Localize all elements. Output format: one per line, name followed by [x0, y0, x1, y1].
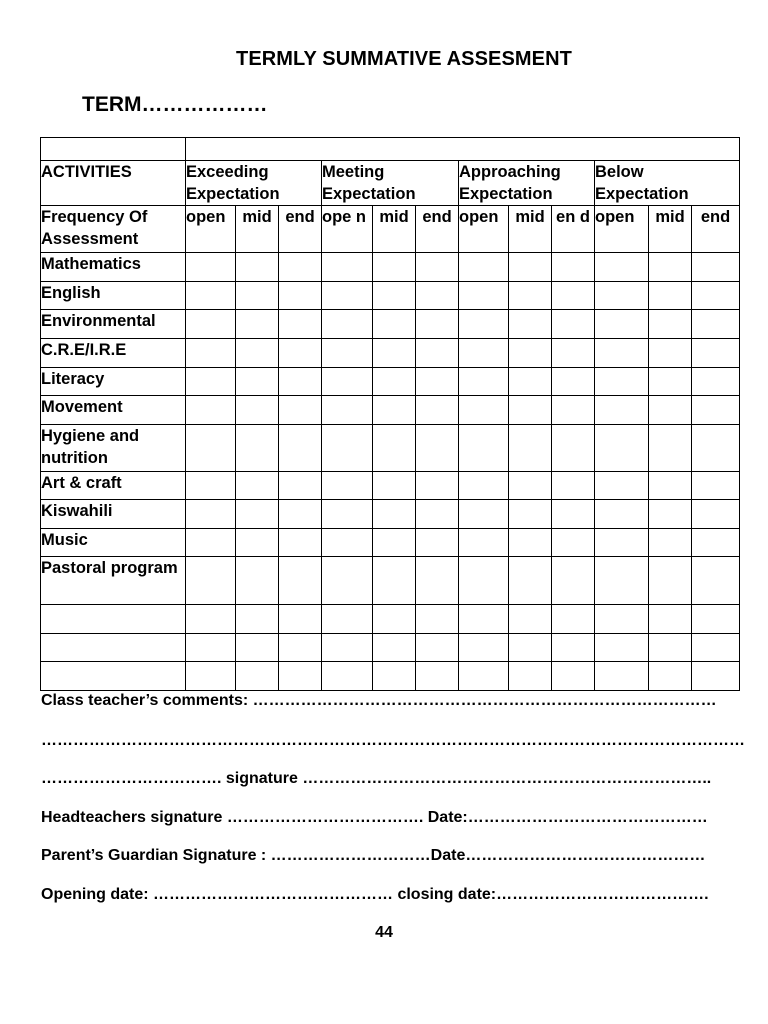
table-cell — [692, 557, 740, 605]
subject-label: Pastoral program — [41, 557, 186, 605]
table-cell — [373, 253, 416, 282]
table-cell — [459, 425, 509, 472]
table-cell — [416, 282, 459, 310]
sub-header: open — [186, 206, 236, 253]
table-cell — [595, 396, 649, 425]
subject-label: Environmental — [41, 310, 186, 339]
table-cell — [416, 557, 459, 605]
table-cell — [509, 557, 552, 605]
table-cell — [649, 368, 692, 396]
table-cell — [236, 472, 279, 500]
table-cell — [595, 368, 649, 396]
table-cell — [279, 282, 322, 310]
table-cell — [322, 472, 373, 500]
table-cell — [416, 605, 459, 634]
table-cell — [459, 396, 509, 425]
table-cell — [552, 662, 595, 691]
table-cell — [692, 634, 740, 662]
table-cell — [416, 368, 459, 396]
table-cell — [236, 634, 279, 662]
subject-label: Art & craft — [41, 472, 186, 500]
subject-row — [41, 605, 740, 634]
table-cell — [373, 605, 416, 634]
table-cell — [279, 529, 322, 557]
table-header-row — [41, 161, 740, 206]
group-exceeding-expectation: Exceeding Expectation — [186, 161, 322, 206]
subject-row — [41, 396, 740, 425]
table-cell — [509, 605, 552, 634]
table-cell — [373, 396, 416, 425]
sub-header: end — [279, 206, 322, 253]
group-meeting-expectation: Meeting Expectation — [322, 161, 459, 206]
subject-label: Movement — [41, 396, 186, 425]
table-cell — [649, 253, 692, 282]
table-cell — [236, 529, 279, 557]
table-cell — [186, 396, 236, 425]
class-teacher-signature: ……………………………. signature ………………………………………………………………….. — [41, 770, 712, 787]
class-teacher-comments: Class teacher’s comments: …………………………………………………………………………… — [41, 692, 717, 709]
table-cell — [552, 396, 595, 425]
table-cell — [373, 634, 416, 662]
table-cell — [692, 310, 740, 339]
comments-dotted-line: …………………………………………………………………………………………………………………… — [41, 732, 745, 749]
table-cell — [322, 282, 373, 310]
table-cell — [509, 472, 552, 500]
subject-row — [41, 634, 740, 662]
activities-header: ACTIVITIES — [41, 161, 186, 206]
table-cell — [692, 368, 740, 396]
group-below-expectation: Below Expectation — [595, 161, 740, 206]
table-cell — [186, 310, 236, 339]
subject-label: English — [41, 282, 186, 310]
table-cell — [649, 605, 692, 634]
table-cell — [692, 529, 740, 557]
subject-label: Kiswahili — [41, 500, 186, 529]
table-cell — [322, 529, 373, 557]
table-cell — [322, 500, 373, 529]
subject-row — [41, 339, 740, 368]
subject-label: Music — [41, 529, 186, 557]
table-cell — [186, 253, 236, 282]
table-cell — [279, 425, 322, 472]
table-cell — [373, 282, 416, 310]
table-cell — [649, 396, 692, 425]
table-cell — [322, 662, 373, 691]
table-cell — [279, 557, 322, 605]
subject-label — [41, 634, 186, 662]
table-cell — [373, 425, 416, 472]
table-cell — [649, 634, 692, 662]
table-cell — [509, 282, 552, 310]
parent-guardian-signature: Parent’s Guardian Signature : …………………………Date……………………………………… — [41, 847, 706, 864]
table-cell — [416, 529, 459, 557]
subject-rows — [41, 253, 740, 691]
table-cell — [649, 339, 692, 368]
table-cell — [279, 253, 322, 282]
table-cell — [552, 500, 595, 529]
table-cell — [459, 253, 509, 282]
table-cell — [322, 557, 373, 605]
table-cell — [416, 253, 459, 282]
table-cell — [236, 368, 279, 396]
frequency-row — [41, 206, 740, 253]
table-cell — [459, 472, 509, 500]
table-cell — [692, 500, 740, 529]
sub-header: open — [459, 206, 509, 253]
table-cell — [416, 500, 459, 529]
table-cell — [416, 425, 459, 472]
table-cell — [186, 138, 740, 161]
table-cell — [279, 605, 322, 634]
table-cell — [595, 557, 649, 605]
subject-row — [41, 662, 740, 691]
table-cell — [322, 425, 373, 472]
table-cell — [595, 282, 649, 310]
table-cell — [373, 310, 416, 339]
table-cell — [279, 500, 322, 529]
table-cell — [279, 634, 322, 662]
table-cell — [509, 500, 552, 529]
frequency-label: Frequency Of Assessment — [41, 206, 186, 253]
table-cell — [322, 310, 373, 339]
table-cell — [416, 339, 459, 368]
table-cell — [322, 605, 373, 634]
subject-label — [41, 605, 186, 634]
subject-row — [41, 368, 740, 396]
table-cell — [649, 472, 692, 500]
table-cell — [552, 557, 595, 605]
table-cell — [552, 425, 595, 472]
table-cell — [649, 500, 692, 529]
term-label: TERM……………… — [82, 93, 268, 116]
table-cell — [595, 472, 649, 500]
table-cell — [279, 472, 322, 500]
table-cell — [322, 396, 373, 425]
table-cell — [236, 282, 279, 310]
table-cell — [509, 425, 552, 472]
table-cell — [692, 605, 740, 634]
page-title: TERMLY SUMMATIVE ASSESMENT — [236, 48, 572, 70]
table-cell — [186, 472, 236, 500]
table-cell — [649, 529, 692, 557]
table-cell — [595, 529, 649, 557]
table-cell — [236, 425, 279, 472]
subject-row — [41, 282, 740, 310]
table-cell — [186, 282, 236, 310]
subject-label: Literacy — [41, 368, 186, 396]
table-cell — [186, 605, 236, 634]
table-cell — [692, 425, 740, 472]
table-cell — [692, 282, 740, 310]
table-cell — [416, 396, 459, 425]
sub-header: end — [692, 206, 740, 253]
group-approaching-expectation: Approaching Expectation — [459, 161, 595, 206]
sub-header: mid — [509, 206, 552, 253]
table-cell — [186, 425, 236, 472]
table-cell — [552, 634, 595, 662]
table-cell — [692, 662, 740, 691]
subject-row — [41, 425, 740, 472]
table-cell — [416, 662, 459, 691]
table-cell — [595, 500, 649, 529]
assessment-table — [40, 137, 740, 691]
table-cell — [236, 310, 279, 339]
table-cell — [459, 634, 509, 662]
table-cell — [459, 368, 509, 396]
table-cell — [509, 339, 552, 368]
table-cell — [552, 310, 595, 339]
table-cell — [236, 396, 279, 425]
table-cell — [416, 634, 459, 662]
table-cell — [649, 425, 692, 472]
table-cell — [279, 368, 322, 396]
table-cell — [186, 368, 236, 396]
table-cell — [279, 339, 322, 368]
table-cell — [459, 605, 509, 634]
table-cell — [692, 396, 740, 425]
table-cell — [509, 310, 552, 339]
sub-header: open — [595, 206, 649, 253]
table-cell — [186, 500, 236, 529]
table-cell — [595, 339, 649, 368]
table-cell — [649, 557, 692, 605]
subject-label: C.R.E/I.R.E — [41, 339, 186, 368]
table-cell — [509, 368, 552, 396]
table-cell — [236, 557, 279, 605]
subject-label: Hygiene and nutrition — [41, 425, 186, 472]
table-cell — [373, 472, 416, 500]
table-cell — [459, 662, 509, 691]
table-cell — [509, 634, 552, 662]
table-cell — [595, 605, 649, 634]
table-cell — [186, 557, 236, 605]
table-cell — [373, 662, 416, 691]
subject-row — [41, 557, 740, 605]
table-cell — [459, 310, 509, 339]
table-cell — [322, 634, 373, 662]
sub-header: mid — [373, 206, 416, 253]
table-cell — [552, 472, 595, 500]
subject-row — [41, 253, 740, 282]
table-cell — [322, 368, 373, 396]
table-cell — [186, 529, 236, 557]
table-cell — [322, 253, 373, 282]
table-cell — [373, 557, 416, 605]
table-cell — [692, 253, 740, 282]
page-number: 44 — [375, 924, 393, 941]
subject-label: Mathematics — [41, 253, 186, 282]
table-cell — [459, 282, 509, 310]
subject-row — [41, 500, 740, 529]
headteacher-signature: Headteachers signature ………………………………. Date:……………………………………… — [41, 809, 708, 826]
table-cell — [459, 557, 509, 605]
sub-header: en d — [552, 206, 595, 253]
table-cell — [373, 500, 416, 529]
table-cell — [459, 500, 509, 529]
table-cell — [459, 529, 509, 557]
table-cell — [649, 282, 692, 310]
table-cell — [186, 339, 236, 368]
table-cell — [279, 396, 322, 425]
table-top-row — [41, 138, 740, 161]
table-cell — [236, 339, 279, 368]
table-cell — [279, 662, 322, 691]
table-cell — [595, 634, 649, 662]
table-cell — [373, 339, 416, 368]
table-cell — [236, 253, 279, 282]
table-cell — [595, 662, 649, 691]
table-cell — [552, 253, 595, 282]
table-cell — [692, 339, 740, 368]
sub-header: mid — [236, 206, 279, 253]
table-cell — [186, 662, 236, 691]
table-cell — [373, 529, 416, 557]
sub-header: ope n — [322, 206, 373, 253]
table-cell — [595, 253, 649, 282]
table-cell — [552, 605, 595, 634]
subject-row — [41, 529, 740, 557]
table-cell — [416, 472, 459, 500]
table-cell — [552, 339, 595, 368]
table-cell — [41, 138, 186, 161]
table-cell — [552, 529, 595, 557]
table-cell — [552, 368, 595, 396]
subject-row — [41, 310, 740, 339]
table-cell — [595, 425, 649, 472]
table-cell — [279, 310, 322, 339]
table-cell — [459, 339, 509, 368]
sub-header: mid — [649, 206, 692, 253]
sub-header: end — [416, 206, 459, 253]
table-cell — [416, 310, 459, 339]
table-cell — [236, 605, 279, 634]
table-cell — [595, 310, 649, 339]
table-cell — [236, 662, 279, 691]
table-cell — [649, 310, 692, 339]
table-cell — [186, 634, 236, 662]
table-cell — [236, 500, 279, 529]
subject-label — [41, 662, 186, 691]
table-cell — [552, 282, 595, 310]
table-cell — [322, 339, 373, 368]
table-cell — [509, 396, 552, 425]
subject-row — [41, 472, 740, 500]
table-cell — [692, 472, 740, 500]
table-cell — [509, 662, 552, 691]
table-cell — [649, 662, 692, 691]
table-cell — [509, 253, 552, 282]
table-cell — [373, 368, 416, 396]
table-cell — [509, 529, 552, 557]
opening-closing-dates: Opening date: ……………………………………… closing date:…………………………………. — [41, 886, 709, 903]
